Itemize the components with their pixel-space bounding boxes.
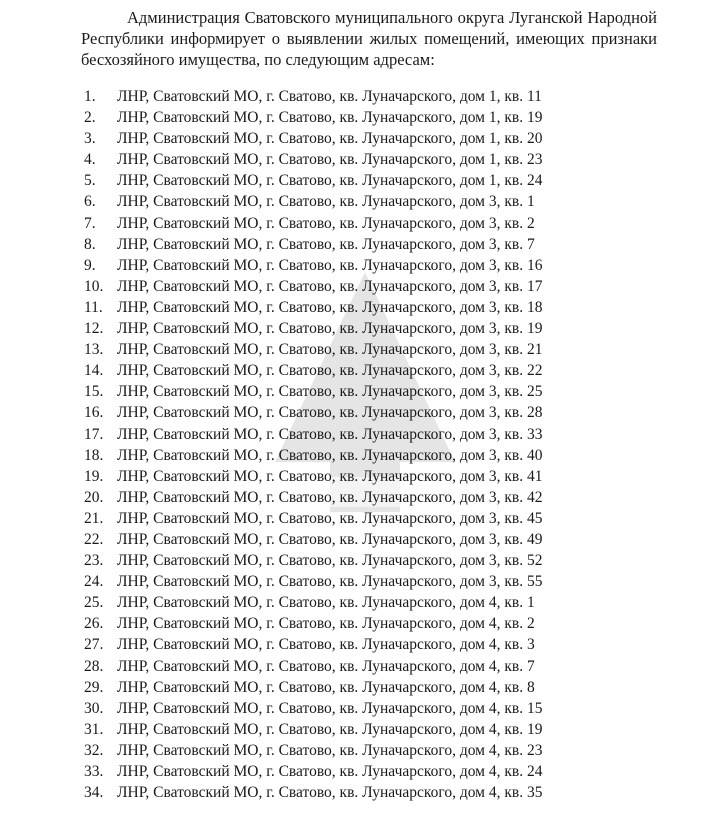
address-item-number: 25. [84,594,104,612]
address-item-text: ЛНР, Сватовский МО, г. Сватово, кв. Луначарского, дом 3, кв. 22 [117,362,543,380]
address-list-item [0,149,720,170]
intro-paragraph [81,7,657,70]
address-item-number: 7. [84,214,96,232]
address-item-number: 6. [84,193,96,211]
address-list-item [0,550,720,571]
address-item-text: ЛНР, Сватовский МО, г. Сватово, кв. Луначарского, дом 3, кв. 42 [117,488,543,506]
address-item-number: 12. [84,320,104,338]
address-item-text: ЛНР, Сватовский МО, г. Сватово, кв. Луначарского, дом 4, кв. 1 [117,594,535,612]
address-item-text: ЛНР, Сватовский МО, г. Сватово, кв. Луначарского, дом 3, кв. 19 [117,320,543,338]
address-list-item [0,381,720,402]
address-item-number: 16. [84,404,104,422]
address-item-number: 28. [84,657,104,675]
address-item-text: ЛНР, Сватовский МО, г. Сватово, кв. Луначарского, дом 3, кв. 7 [117,235,535,253]
address-item-number: 4. [84,151,96,169]
address-item-text: ЛНР, Сватовский МО, г. Сватово, кв. Луначарского, дом 1, кв. 11 [117,88,542,105]
address-list-item [0,107,720,128]
address-list-item [0,297,720,318]
address-list-item [0,191,720,212]
address-list-item [0,170,720,191]
address-list-item [0,234,720,255]
address-item-text: ЛНР, Сватовский МО, г. Сватово, кв. Луначарского, дом 3, кв. 2 [117,214,535,232]
address-item-number: 34. [84,784,104,802]
address-item-number: 1. [84,88,96,105]
address-item-number: 20. [84,488,104,506]
address-list-item [0,424,720,445]
address-list-item [0,128,720,149]
address-item-number: 14. [84,362,104,380]
address-item-text: ЛНР, Сватовский МО, г. Сватово, кв. Луначарского, дом 3, кв. 17 [117,277,543,295]
address-item-number: 31. [84,720,104,738]
address-item-text: ЛНР, Сватовский МО, г. Сватово, кв. Луначарского, дом 3, кв. 33 [117,425,543,443]
address-item-number: 11. [84,298,103,316]
address-item-text: ЛНР, Сватовский МО, г. Сватово, кв. Луначарского, дом 3, кв. 25 [117,383,543,401]
address-item-text: ЛНР, Сватовский МО, г. Сватово, кв. Луначарского, дом 3, кв. 28 [117,404,543,422]
address-list-item [0,402,720,423]
address-item-text: ЛНР, Сватовский МО, г. Сватово, кв. Луначарского, дом 3, кв. 49 [117,530,543,548]
address-item-number: 21. [84,509,104,527]
address-item-number: 24. [84,573,104,591]
address-item-text: ЛНР, Сватовский МО, г. Сватово, кв. Луначарского, дом 4, кв. 3 [117,636,535,654]
address-item-text: ЛНР, Сватовский МО, г. Сватово, кв. Луначарского, дом 3, кв. 52 [117,552,543,570]
address-item-text: ЛНР, Сватовский МО, г. Сватово, кв. Луначарского, дом 3, кв. 21 [117,341,543,359]
address-item-number: 9. [84,256,96,274]
address-list-item [0,740,720,761]
address-item-number: 3. [84,130,96,148]
address-list-item [0,213,720,234]
address-list-item [0,466,720,487]
address-item-text: ЛНР, Сватовский МО, г. Сватово, кв. Луначарского, дом 1, кв. 20 [117,130,543,148]
address-item-number: 27. [84,636,104,654]
address-list-item [0,719,720,740]
address-list-item [0,255,720,276]
address-item-text: ЛНР, Сватовский МО, г. Сватово, кв. Луначарского, дом 3, кв. 55 [117,573,543,591]
address-item-text: ЛНР, Сватовский МО, г. Сватово, кв. Луначарского, дом 4, кв. 8 [117,678,535,696]
address-item-text: ЛНР, Сватовский МО, г. Сватово, кв. Луначарского, дом 4, кв. 7 [117,657,535,675]
address-item-number: 10. [84,277,104,295]
address-item-text: ЛНР, Сватовский МО, г. Сватово, кв. Луначарского, дом 4, кв. 15 [117,699,543,717]
address-item-number: 30. [84,699,104,717]
address-item-text: ЛНР, Сватовский МО, г. Сватово, кв. Луначарского, дом 3, кв. 16 [117,256,543,274]
address-item-text: ЛНР, Сватовский МО, г. Сватово, кв. Луначарского, дом 4, кв. 2 [117,615,535,633]
address-list-item [0,276,720,297]
address-list-item [0,677,720,698]
address-list-item [0,634,720,655]
address-item-number: 23. [84,552,104,570]
address-item-number: 13. [84,341,104,359]
address-list-item [0,360,720,381]
address-item-text: ЛНР, Сватовский МО, г. Сватово, кв. Луначарского, дом 4, кв. 19 [117,720,543,738]
address-list-item [0,656,720,677]
address-item-number: 5. [84,172,96,190]
address-list-item [0,318,720,339]
address-list-item [0,529,720,550]
address-item-text: ЛНР, Сватовский МО, г. Сватово, кв. Луначарского, дом 4, кв. 24 [117,763,543,780]
address-item-number: 33. [84,763,104,780]
address-item-text: ЛНР, Сватовский МО, г. Сватово, кв. Луначарского, дом 1, кв. 19 [117,109,543,127]
address-item-text: ЛНР, Сватовский МО, г. Сватово, кв. Луначарского, дом 4, кв. 23 [117,741,543,759]
address-item-text: ЛНР, Сватовский МО, г. Сватово, кв. Луначарского, дом 3, кв. 45 [117,509,543,527]
address-list-item [0,782,720,803]
address-item-number: 26. [84,615,104,633]
address-list-item [0,592,720,613]
address-list-item [0,86,720,107]
address-item-text: ЛНР, Сватовский МО, г. Сватово, кв. Луначарского, дом 3, кв. 1 [117,193,535,211]
address-list-item [0,339,720,360]
address-list-item [0,508,720,529]
address-item-text: ЛНР, Сватовский МО, г. Сватово, кв. Луначарского, дом 1, кв. 24 [117,172,543,190]
address-list [0,86,720,803]
address-item-number: 17. [84,425,104,443]
address-item-number: 8. [84,235,96,253]
address-list-item [0,571,720,592]
address-item-text: ЛНР, Сватовский МО, г. Сватово, кв. Луначарского, дом 1, кв. 23 [117,151,543,169]
address-list-item [0,761,720,782]
address-item-text: ЛНР, Сватовский МО, г. Сватово, кв. Луначарского, дом 4, кв. 35 [117,784,543,802]
address-item-text: ЛНР, Сватовский МО, г. Сватово, кв. Луначарского, дом 3, кв. 41 [117,467,543,485]
address-item-number: 2. [84,109,96,127]
address-item-number: 22. [84,530,104,548]
address-list-item [0,613,720,634]
address-item-number: 15. [84,383,104,401]
address-list-item [0,445,720,466]
address-list-item [0,487,720,508]
address-item-number: 29. [84,678,104,696]
address-item-number: 18. [84,446,104,464]
address-item-number: 19. [84,467,104,485]
address-item-text: ЛНР, Сватовский МО, г. Сватово, кв. Луначарского, дом 3, кв. 18 [117,298,543,316]
address-item-text: ЛНР, Сватовский МО, г. Сватово, кв. Луначарского, дом 3, кв. 40 [117,446,543,464]
address-list-item [0,698,720,719]
intro-text: Администрация Сватовского муниципального округа Луганской Народной Республики информирует о выявлении жилых помещений, имеющих признаки бесхозяйного имущества, по следующим адресам: [81,8,657,69]
address-item-number: 32. [84,741,104,759]
